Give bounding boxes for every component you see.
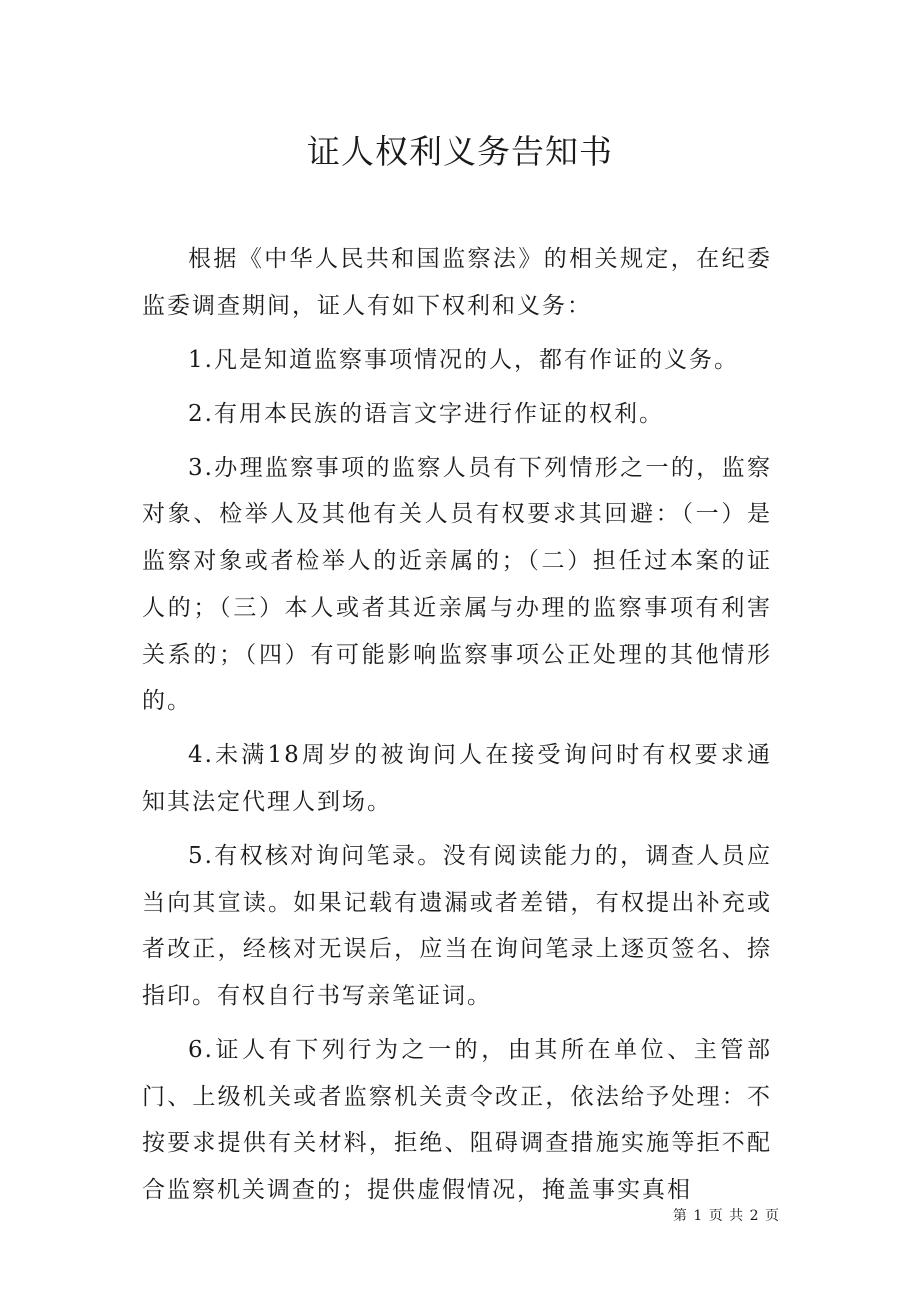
page-number-footer: 第 1 页 共 2 页 bbox=[672, 1208, 780, 1224]
item-5-paragraph: 5.有权核对询问笔录。没有阅读能力的，调查人员应当向其宣读。如果记载有遗漏或者差错，有权提出补充或者改正，经核对无误后，应当在询问笔录上逐页签名、捺指印。有权自行书写亲笔证词。 bbox=[142, 842, 772, 1010]
document-body bbox=[142, 236, 772, 1221]
item-1-paragraph: 1.凡是知道监察事项情况的人，都有作证的义务。 bbox=[188, 346, 739, 373]
item-6-paragraph: 6.证人有下列行为之一的，由其所在单位、主管部门、上级机关或者监察机关责令改正，依法给予处理：不按要求提供有关材料，拒绝、阻碍调查措施实施等拒不配合监察机关调查的；提供虚假情况，掩盖事实真相 bbox=[142, 1037, 772, 1204]
item-2-paragraph: 2.有用本民族的语言文字进行作证的权利。 bbox=[188, 400, 664, 427]
document-title: 证人权利义务告知书 bbox=[307, 132, 613, 171]
intro-paragraph: 根据《中华人民共和国监察法》的相关规定，在纪委监委调查期间，证人有如下权利和义务： bbox=[142, 246, 772, 319]
item-4-paragraph: 4.未满18周岁的被询问人在接受询问时有权要求通知其法定代理人到场。 bbox=[142, 742, 772, 815]
item-3-paragraph: 3.办理监察事项的监察人员有下列情形之一的，监察对象、检举人及其他有关人员有权要求其回避：（一）是监察对象或者检举人的近亲属的；（二）担任过本案的证人的；（三）本人或者其近亲属与办理的监察事项有利害关系的；（四）有可能影响监察事项公正处理的其他情形的。 bbox=[142, 454, 772, 715]
